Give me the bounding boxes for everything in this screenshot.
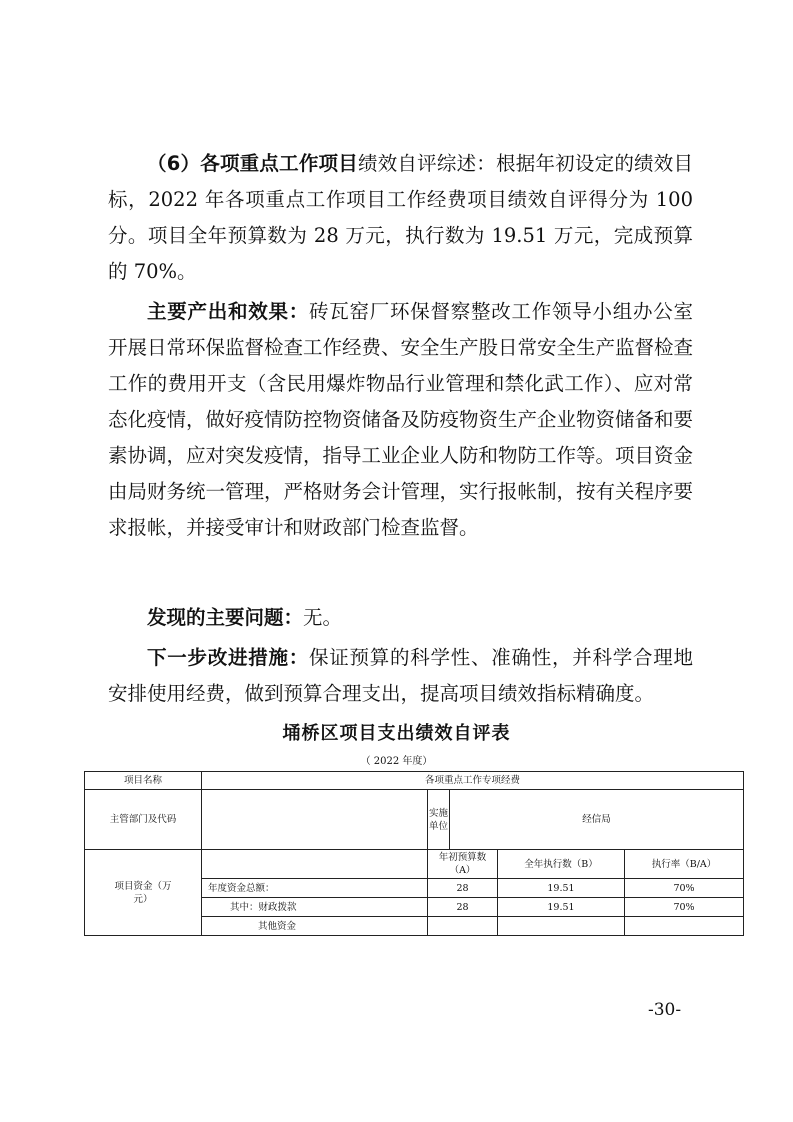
table-title: 埇桥区项目支出绩效自评表 <box>282 723 511 744</box>
evaluation-table <box>84 771 744 936</box>
improvements-text: 保证预算的科学性、准确性，并科学合理地安排使用经费，做到预算合理支出，提高项目绩效指标精确度。 <box>108 646 693 705</box>
project-name-label: 项目名称 <box>85 772 202 790</box>
row-rate: 70% <box>625 898 744 917</box>
outputs-label: 主要产出和效果： <box>147 300 309 323</box>
row-rate <box>625 917 744 936</box>
row-label: 年度资金总额： <box>202 879 428 898</box>
row-budget <box>428 917 498 936</box>
impl-value: 经信局 <box>450 790 744 850</box>
row-exec <box>498 917 625 936</box>
outputs-text: 砖瓦窑厂环保督察整改工作领导小组办公室开展日常环保监督检查工作经费、安全生产股日常安全生产监督检查工作的费用开支（含民用爆炸物品行业管理和禁化武工作）、应对常态化疫情，做好疫情防控物资储备及防疫物资生产企业物资储备和要素协调，应对突发疫情，指导工业企业人防和物防工作等。项目资金由局财务统一管理，严格财务会计管理，实行报帐制，按有关程序要求报帐，并接受审计和财政部门检查监督。 <box>108 300 694 539</box>
table-row <box>85 772 744 790</box>
impl-label: 实施单位 <box>428 790 450 850</box>
col-budget: 年初预算数（A） <box>428 850 498 879</box>
outputs-paragraph <box>108 294 693 546</box>
improvements-label: 下一步改进措施： <box>147 646 309 669</box>
row-label: 其他资金 <box>202 917 428 936</box>
funds-label: 项目资金（万元） <box>85 850 202 936</box>
problems-text: 无。 <box>303 606 343 629</box>
table-row <box>85 850 744 879</box>
page-number: -30- <box>648 1000 682 1020</box>
improvements-paragraph <box>108 640 693 712</box>
blank-header-cell <box>202 850 428 879</box>
row-budget: 28 <box>428 879 498 898</box>
row-exec: 19.51 <box>498 898 625 917</box>
row-rate: 70% <box>625 879 744 898</box>
col-exec: 全年执行数（B） <box>498 850 625 879</box>
project-name-value: 各项重点工作专项经费 <box>202 772 744 790</box>
section-6-paragraph <box>108 146 693 290</box>
row-label: 其中：财政拨款 <box>202 898 428 917</box>
row-exec: 19.51 <box>498 879 625 898</box>
table-row <box>85 790 744 850</box>
section-6-heading: （6）各项重点工作项目 <box>147 152 358 175</box>
problems-label: 发现的主要问题： <box>147 606 304 629</box>
row-budget: 28 <box>428 898 498 917</box>
col-rate: 执行率（B/A） <box>625 850 744 879</box>
table-year: （ 2022 年度） <box>360 756 433 767</box>
dept-label: 主管部门及代码 <box>85 790 202 850</box>
problems-paragraph <box>108 600 693 636</box>
section-6-text: 绩效自评综述：根据年初设定的绩效目标，2022 年各项重点工作项目工作经费项目绩效自评得分为 100 分。项目全年预算数为 28 万元，执行数为 19.51 万元，完成预算的 70%。 <box>108 152 693 283</box>
dept-value <box>202 790 428 850</box>
